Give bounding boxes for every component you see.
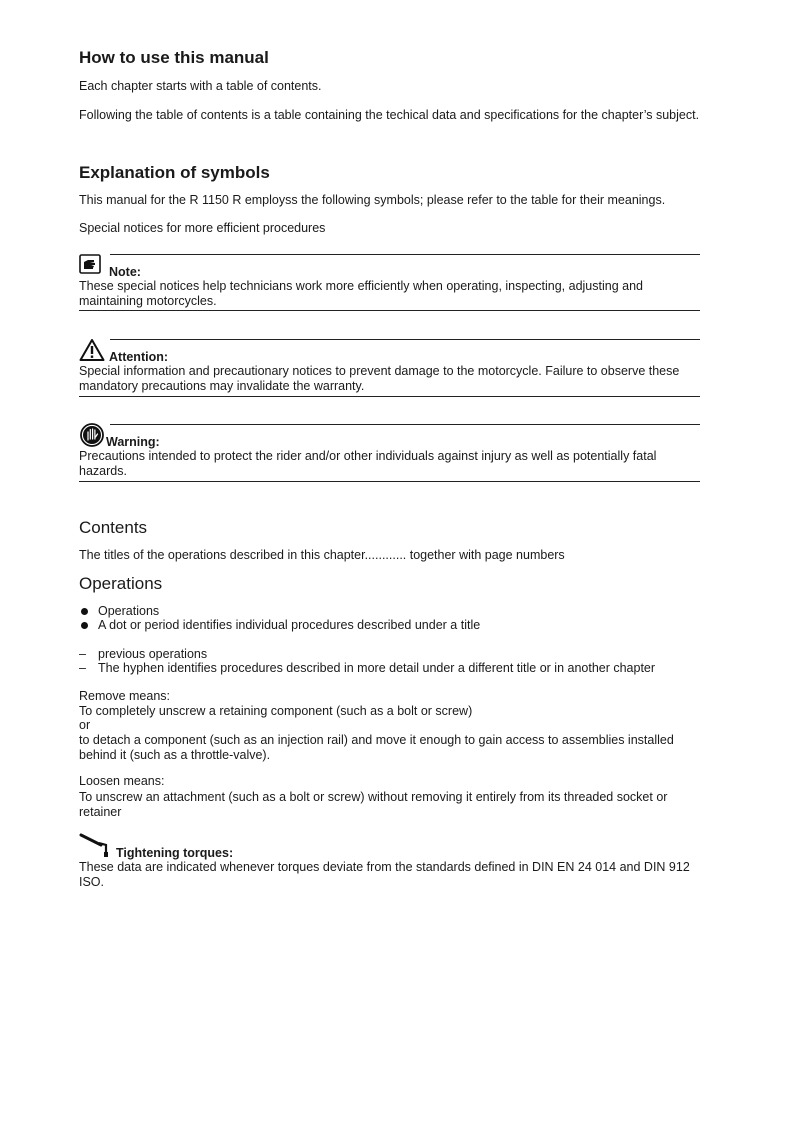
- loosen-label: Loosen means:: [79, 774, 165, 788]
- note-top-rule: [110, 254, 700, 255]
- list-item: Operations: [98, 604, 160, 618]
- attention-title: Attention:: [109, 350, 169, 364]
- bullet-dot-icon: [81, 608, 88, 615]
- paragraph-special-notices: Special notices for more efficient procedures: [79, 221, 326, 235]
- warning-title: Warning:: [106, 435, 160, 449]
- paragraph-tech-data: Following the table of contents is a table containing the techical data and specifications for the chapter’s subject.: [79, 108, 700, 122]
- stop-hand-icon: [80, 423, 104, 447]
- dash-list: [79, 647, 700, 677]
- dash-marker: –: [79, 661, 86, 675]
- remove-or: or: [79, 718, 91, 732]
- heading-explanation-symbols: Explanation of symbols: [79, 163, 270, 182]
- paragraph-symbols-intro: This manual for the R 1150 R employss the following symbols; please refer to the table for their meanings.: [79, 193, 666, 207]
- note-text: These special notices help technicians work more efficiently when operating, inspecting, adjusting and maintaining motorcycles.: [79, 279, 643, 308]
- attention-bottom-rule: [79, 396, 700, 397]
- remove-line1: To completely unscrew a retaining component (such as a bolt or screw): [79, 704, 473, 718]
- heading-contents: Contents: [79, 518, 148, 537]
- attention-top-rule: [110, 339, 700, 340]
- torque-wrench-icon: [79, 832, 109, 858]
- loosen-text: To unscrew an attachment (such as a bolt or screw) without removing it entirely from its threaded socket or retainer: [79, 790, 668, 819]
- warning-text: Precautions intended to protect the rider and/or other individuals against injury as well as potentially fatal hazards.: [79, 449, 657, 478]
- warning-top-rule: [110, 424, 700, 425]
- list-item: The hyphen identifies procedures described in more detail under a different title or in another chapter: [98, 661, 656, 675]
- remove-line2: to detach a component (such as an injection rail) and move it enough to gain access to assemblies installed behind it (such as a throttle-valve).: [79, 733, 674, 762]
- list-item: A dot or period identifies individual procedures described under a title: [98, 618, 481, 632]
- warning-triangle-icon: [79, 338, 105, 362]
- dash-marker: –: [79, 647, 86, 661]
- torque-title: Tightening torques:: [116, 846, 234, 860]
- paragraph-toc-intro: Each chapter starts with a table of contents.: [79, 79, 322, 93]
- torque-text: These data are indicated whenever torques deviate from the standards defined in DIN EN 24 014 and DIN 912 ISO.: [79, 860, 690, 889]
- contents-text: The titles of the operations described in this chapter............ together with page numbers: [79, 548, 565, 562]
- bullet-dot-icon: [81, 622, 88, 629]
- list-item: previous operations: [98, 647, 208, 661]
- bullet-list: [79, 604, 700, 634]
- note-bottom-rule: [79, 310, 700, 311]
- note-hand-icon: [79, 254, 101, 274]
- heading-operations: Operations: [79, 574, 163, 593]
- note-title: Note:: [109, 265, 141, 279]
- warning-bottom-rule: [79, 481, 700, 482]
- remove-label: Remove means:: [79, 689, 171, 703]
- heading-how-to-use: How to use this manual: [79, 48, 269, 67]
- attention-text: Special information and precautionary notices to prevent damage to the motorcycle. Failure to observe these mandatory precautions may invalidate the warranty.: [79, 364, 680, 393]
